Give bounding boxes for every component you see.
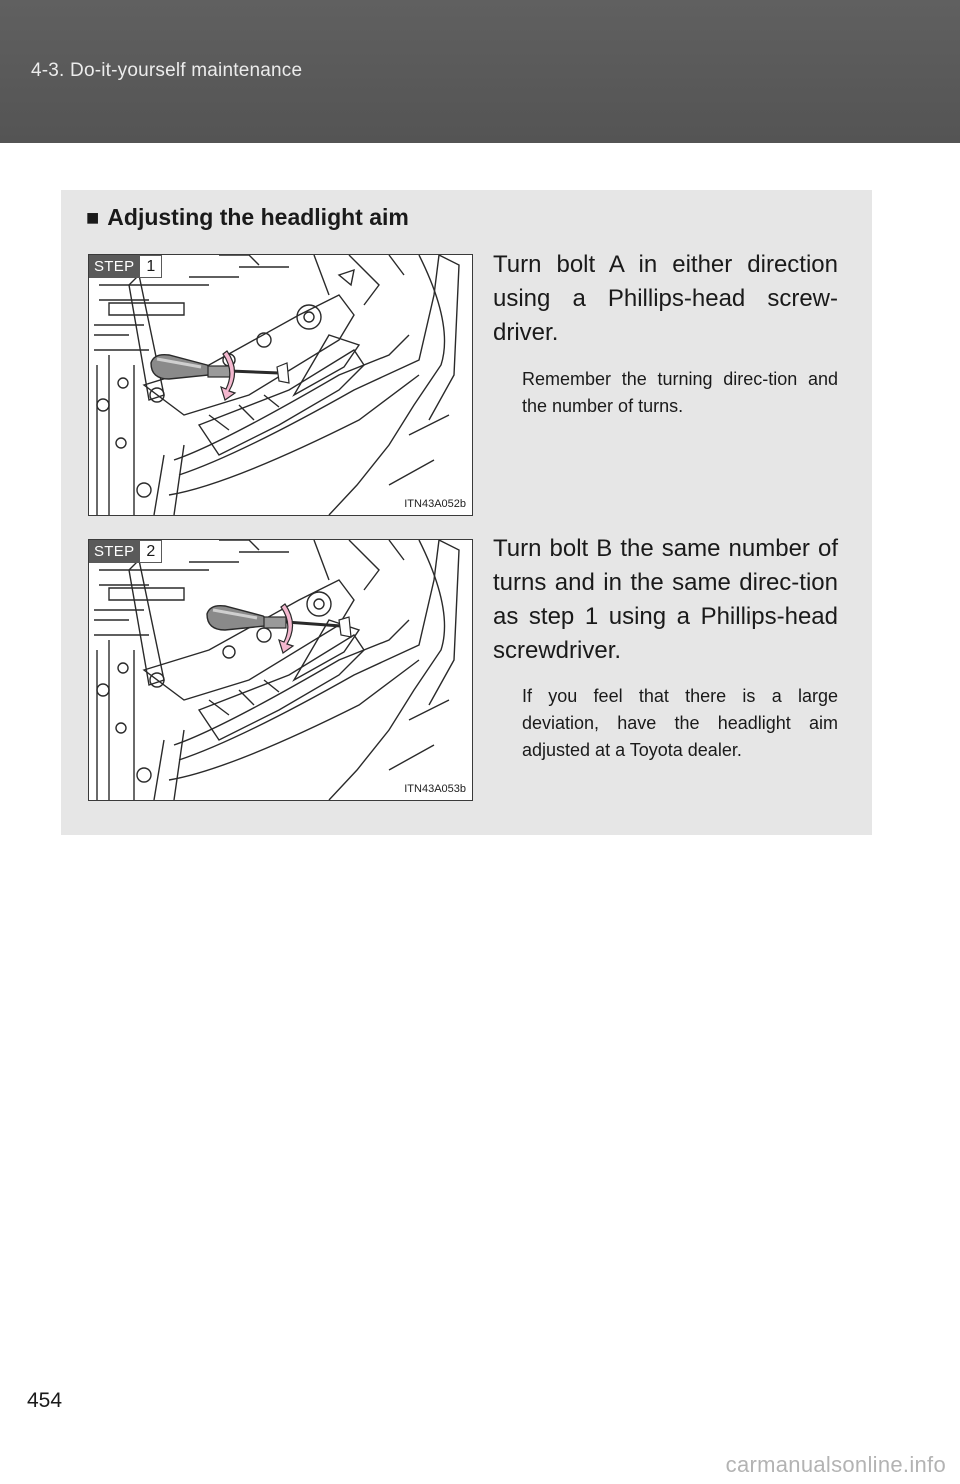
- step-2-badge-number: 2: [139, 540, 162, 563]
- page-number: 454: [27, 1389, 63, 1412]
- header-section-title: 4-3. Do-it-yourself maintenance: [31, 60, 303, 81]
- step-1-note: Remember the turning direc-tion and the number of turns.: [522, 369, 838, 416]
- step-1-instruction: Turn bolt A in either direction using a Phillips-head screw-driver.: [493, 251, 838, 346]
- step-1-badge: [89, 255, 162, 278]
- step-1-figure-code: ITN43A052b: [404, 498, 466, 510]
- step-1-badge-number: 1: [139, 255, 162, 278]
- step-2-figure-code: ITN43A053b: [404, 783, 466, 795]
- page-header: [0, 0, 960, 143]
- step-2-note: If you feel that there is a large deviation, have the headlight aim adjusted at a Toyota dealer.: [522, 686, 838, 760]
- watermark: carmanualsonline.info: [725, 1452, 946, 1477]
- step-2-instruction: Turn bolt B the same number of turns and in the same direc-tion as step 1 using a Phillips-head screwdriver.: [493, 535, 838, 664]
- section-heading-text: Adjusting the headlight aim: [107, 204, 409, 230]
- step-2-figure: [88, 539, 473, 801]
- bullet-square-icon: ■: [86, 205, 100, 230]
- step-2-badge: [89, 540, 162, 563]
- headlight-aim-panel: [61, 190, 872, 835]
- headlight-engine-bay-illustration: [89, 255, 472, 515]
- section-heading: [86, 204, 409, 231]
- step-2-badge-word: STEP: [89, 540, 139, 563]
- headlight-engine-bay-illustration-2: [89, 540, 472, 800]
- step-1-badge-word: STEP: [89, 255, 139, 278]
- step-1-figure: [88, 254, 473, 516]
